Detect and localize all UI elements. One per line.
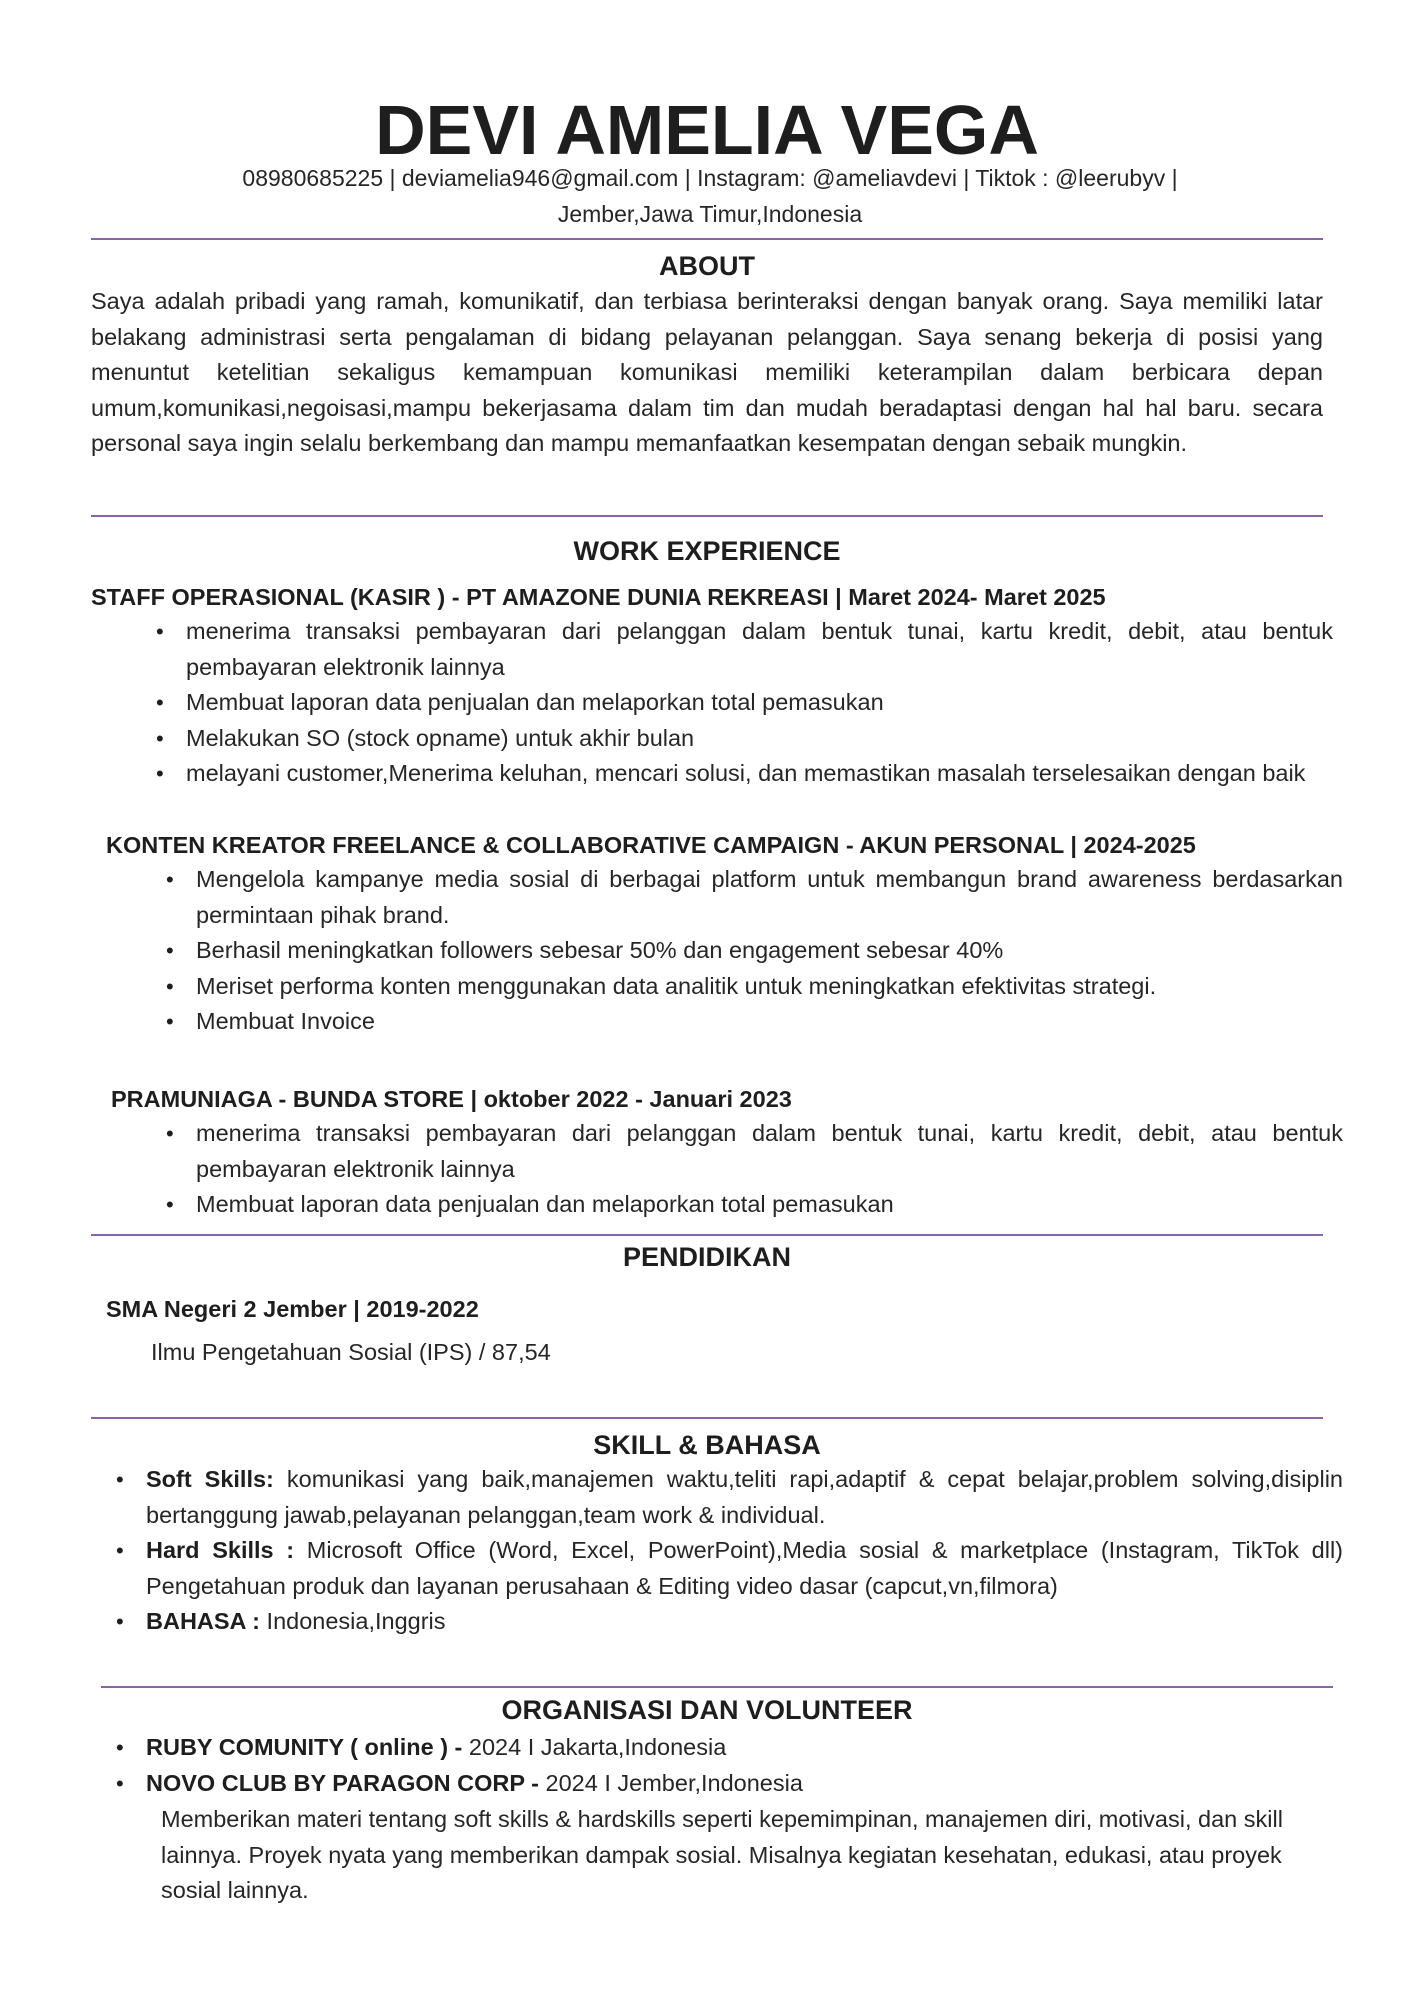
education-detail: Ilmu Pengetahuan Sosial (IPS) / 87,54: [151, 1339, 551, 1365]
job-entry: [111, 1082, 1343, 1223]
organization-list: [146, 1730, 1343, 1801]
list-item: • melayani customer,Menerima keluhan, mencari solusi, dan memastikan masalah terselesaikan dengan baik: [186, 756, 1333, 792]
divider-education: [91, 1417, 1323, 1419]
skills-title: SKILL & BAHASA: [593, 1430, 821, 1460]
skill-text: Indonesia,Inggris: [260, 1608, 446, 1634]
list-item: • Membuat Invoice: [196, 1004, 1343, 1040]
contact-info: [90, 160, 1330, 232]
skill-text: komunikasi yang baik,manajemen waktu,teliti rapi,adaptif & cepat belajar,problem solving,disiplin bertanggung jawab,pelayanan pelanggan,team work & individual.: [146, 1466, 1343, 1528]
divider-header: [91, 238, 1323, 240]
list-item: • Berhasil meningkatkan followers sebesar 50% dan engagement sebesar 40%: [196, 933, 1343, 969]
list-item: • Meriset performa konten menggunakan data analitik untuk meningkatkan efektivitas strategi.: [196, 969, 1343, 1005]
list-item: [146, 1604, 1343, 1640]
divider-about: [91, 515, 1323, 517]
divider-work: [91, 1234, 1323, 1236]
list-item: [146, 1462, 1343, 1533]
organization-description: Memberikan materi tentang soft skills & hardskills seperti kepemimpinan, manajemen diri, motivasi, dan skill lainnya. Proyek nyata yang memberikan dampak sosial. Misalnya kegiatan kesehatan, edukasi, atau proyek sosial lainnya.: [161, 1806, 1283, 1903]
skill-label: Hard Skills :: [146, 1537, 295, 1563]
contact-line-2: Jember,Jawa Timur,Indonesia: [557, 201, 863, 227]
work-title: WORK EXPERIENCE: [573, 536, 841, 566]
education-title: PENDIDIKAN: [622, 1242, 791, 1272]
job-heading: PRAMUNIAGA - BUNDA STORE | oktober 2022 - Januari 2023: [111, 1086, 792, 1112]
list-item: • Membuat laporan data penjualan dan melaporkan total pemasukan: [186, 685, 1333, 721]
org-text: 2024 I Jakarta,Indonesia: [468, 1734, 727, 1760]
job-bullets: [186, 614, 1333, 792]
list-item: [146, 1533, 1343, 1604]
organization-title: ORGANISASI DAN VOLUNTEER: [501, 1695, 913, 1725]
list-item: • menerima transaksi pembayaran dari pelanggan dalam bentuk tunai, kartu kredit, debit, atau bentuk pembayaran elektronik lainnya: [186, 614, 1333, 685]
list-item: [146, 1730, 1343, 1766]
school-heading: SMA Negeri 2 Jember | 2019-2022: [106, 1296, 479, 1322]
skill-text: Microsoft Office (Word, Excel, PowerPoint),Media sosial & marketplace (Instagram, TikTok dll) Pengetahuan produk dan layanan perusahaan & Editing video dasar (capcut,vn,filmora): [146, 1537, 1343, 1599]
list-item: • Membuat laporan data penjualan dan melaporkan total pemasukan: [196, 1187, 1343, 1223]
job-heading: STAFF OPERASIONAL (KASIR ) - PT AMAZONE DUNIA REKREASI | Maret 2024- Maret 2025: [91, 584, 1106, 610]
list-item: • menerima transaksi pembayaran dari pelanggan dalam bentuk tunai, kartu kredit, debit, atau bentuk pembayaran elektronik lainnya: [196, 1116, 1343, 1187]
resume-name: DEVI AMELIA VEGA: [375, 91, 1039, 169]
job-bullets: [196, 862, 1343, 1040]
about-text: Saya adalah pribadi yang ramah, komunikatif, dan terbiasa berinteraksi dengan banyak orang. Saya memiliki latar belakang administrasi serta pengalaman di bidang pelayanan pelanggan. Saya senang bekerja di posisi yang menuntut ketelitian sekaligus kemampuan komunikasi memiliki keterampilan dalam berbicara depan umum,komunikasi,negoisasi,mampu bekerjasama dalam tim dan mudah beradaptasi dengan hal hal baru. secara personal saya ingin selalu berkembang dan mampu memanfaatkan kesempatan dengan sebaik mungkin.: [91, 288, 1323, 456]
org-text: 2024 I Jember,Indonesia: [545, 1769, 803, 1796]
about-title: ABOUT: [659, 251, 755, 281]
org-label: NOVO CLUB BY PARAGON CORP -: [146, 1769, 546, 1796]
contact-line-1: 08980685225 | deviamelia946@gmail.com | Instagram: @ameliavdevi | Tiktok : @leerubyv |: [242, 165, 1178, 191]
job-entry: [91, 580, 1333, 792]
org-label: RUBY COMUNITY ( online ) -: [146, 1734, 469, 1760]
list-item: [146, 1766, 1343, 1802]
job-bullets: [196, 1116, 1343, 1223]
skill-label: BAHASA :: [146, 1608, 261, 1634]
list-item: • Mengelola kampanye media sosial di berbagai platform untuk membangun brand awareness berdasarkan permintaan pihak brand.: [196, 862, 1343, 933]
divider-skills: [101, 1686, 1333, 1688]
list-item: • Melakukan SO (stock opname) untuk akhir bulan: [186, 721, 1333, 757]
job-entry: [106, 828, 1343, 1040]
job-heading: KONTEN KREATOR FREELANCE & COLLABORATIVE CAMPAIGN - AKUN PERSONAL | 2024-2025: [106, 832, 1196, 858]
skills-list: [146, 1462, 1343, 1640]
skill-label: Soft Skills:: [146, 1466, 274, 1492]
